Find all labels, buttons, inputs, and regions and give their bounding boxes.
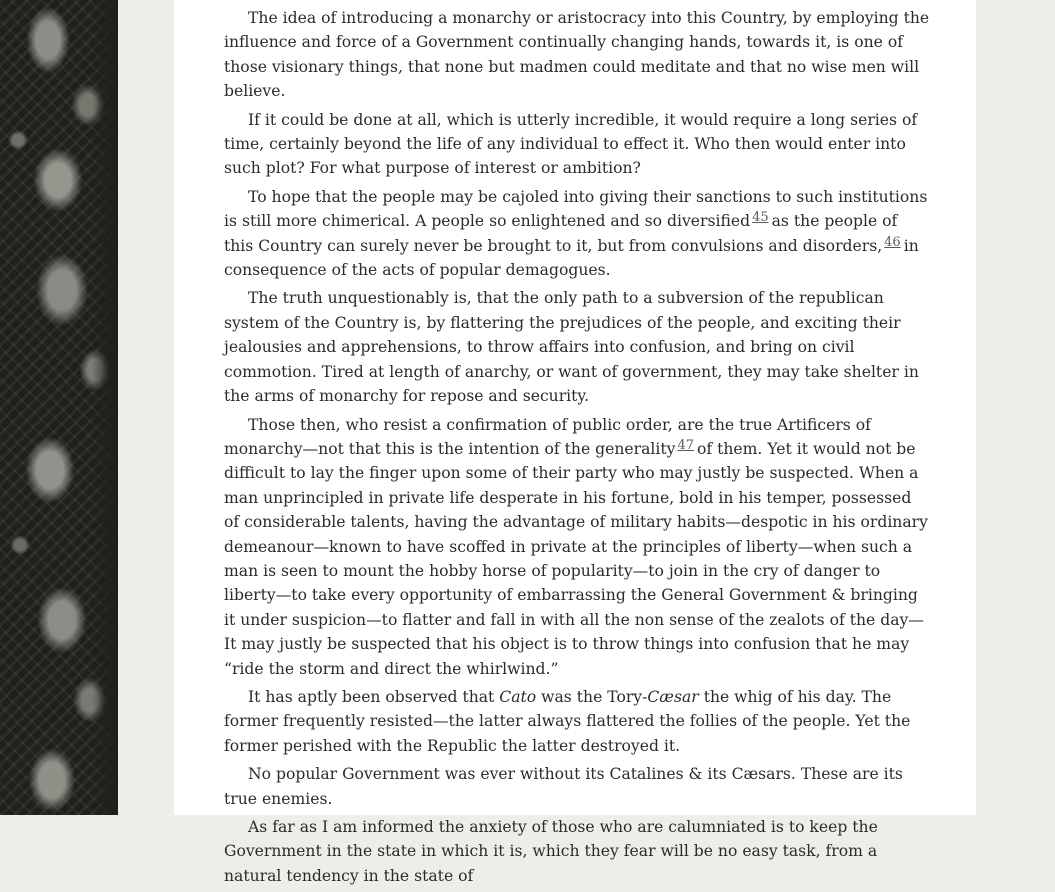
- document-page: [174, 0, 976, 885]
- paragraph: To hope that the people may be cajoled into giving their sanctions to such institutions is still more chimerical. A people so enlightened and so diversified $^{45}$ as the people of this Country can surely never be brought to it, but from convulsions and disorders, $^{46}$ in consequence of the acts of popular demagogues.: [224, 187, 928, 280]
- italic-term: Cæsar: [647, 687, 699, 706]
- paragraph: No popular Government was ever without its Catalines & its Cæsars. These are its true enemies.: [224, 765, 903, 808]
- decorative-damask-border: [0, 0, 118, 815]
- footnote-link-47[interactable]: 47: [677, 437, 694, 453]
- document-body: [224, 6, 930, 892]
- footnote-link-46[interactable]: 46: [884, 234, 901, 250]
- paragraph: The idea of introducing a monarchy or aristocracy into this Country, by employing the influence and force of a Government continually changing hands, towards it, is one of those visionary things, that none but madmen could meditate and that no wise men will believe.: [224, 9, 930, 101]
- paragraph: Those then, who resist a confirmation of public order, are the true Artificers of monarchy—not that this is the intention of the generality $^{47}$ of them. Yet it would not be difficult to lay the finger upon some of their party who may justly be suspected. When a man unprincipled in private life desperate in his fortune, bold in his temper, possessed of considerable talents, having the advantage of military habits—despotic in his ordinary demeanour—known to have scoffed in private at the principles of liberty—when such a man is seen to mount the hobby horse of popularity—to join in the cry of danger to liberty—to take every opportunity of embarrassing the General Government & bringing it under suspicion—to flatter and fall in with all the non sense of the zealots of the day—It may justly be suspected that his object is to throw things into confusion that he may “ride the storm and direct the whirlwind.”: [224, 415, 928, 678]
- italic-term: Cato: [499, 687, 537, 706]
- paragraph: It has aptly been observed that Cato was the Tory-Cæsar the whig of his day. The former frequently resisted—the latter always flattered the follies of the people. Yet the former perished with the Republic the latter destroyed it.: [224, 687, 911, 755]
- paragraph: The truth unquestionably is, that the only path to a subversion of the republican system of the Country is, by flattering the prejudices of the people, and exciting their jealousies and apprehensions, to throw affairs into confusion, and bring on civil commotion. Tired at length of anarchy, or want of government, they may take shelter in the arms of monarchy for repose and security.: [224, 289, 919, 406]
- paragraph: As far as I am informed the anxiety of those who are calumniated is to keep the Government in the state in which it is, which they fear will be no easy task, from a natural tendency in the state of: [224, 818, 878, 885]
- footnote-link-45[interactable]: 45: [752, 210, 769, 226]
- paragraph: If it could be done at all, which is utterly incredible, it would require a long series of time, certainly beyond the life of any individual to effect it. Who then would enter into such plot? For what purpose of interest or ambition?: [224, 110, 918, 178]
